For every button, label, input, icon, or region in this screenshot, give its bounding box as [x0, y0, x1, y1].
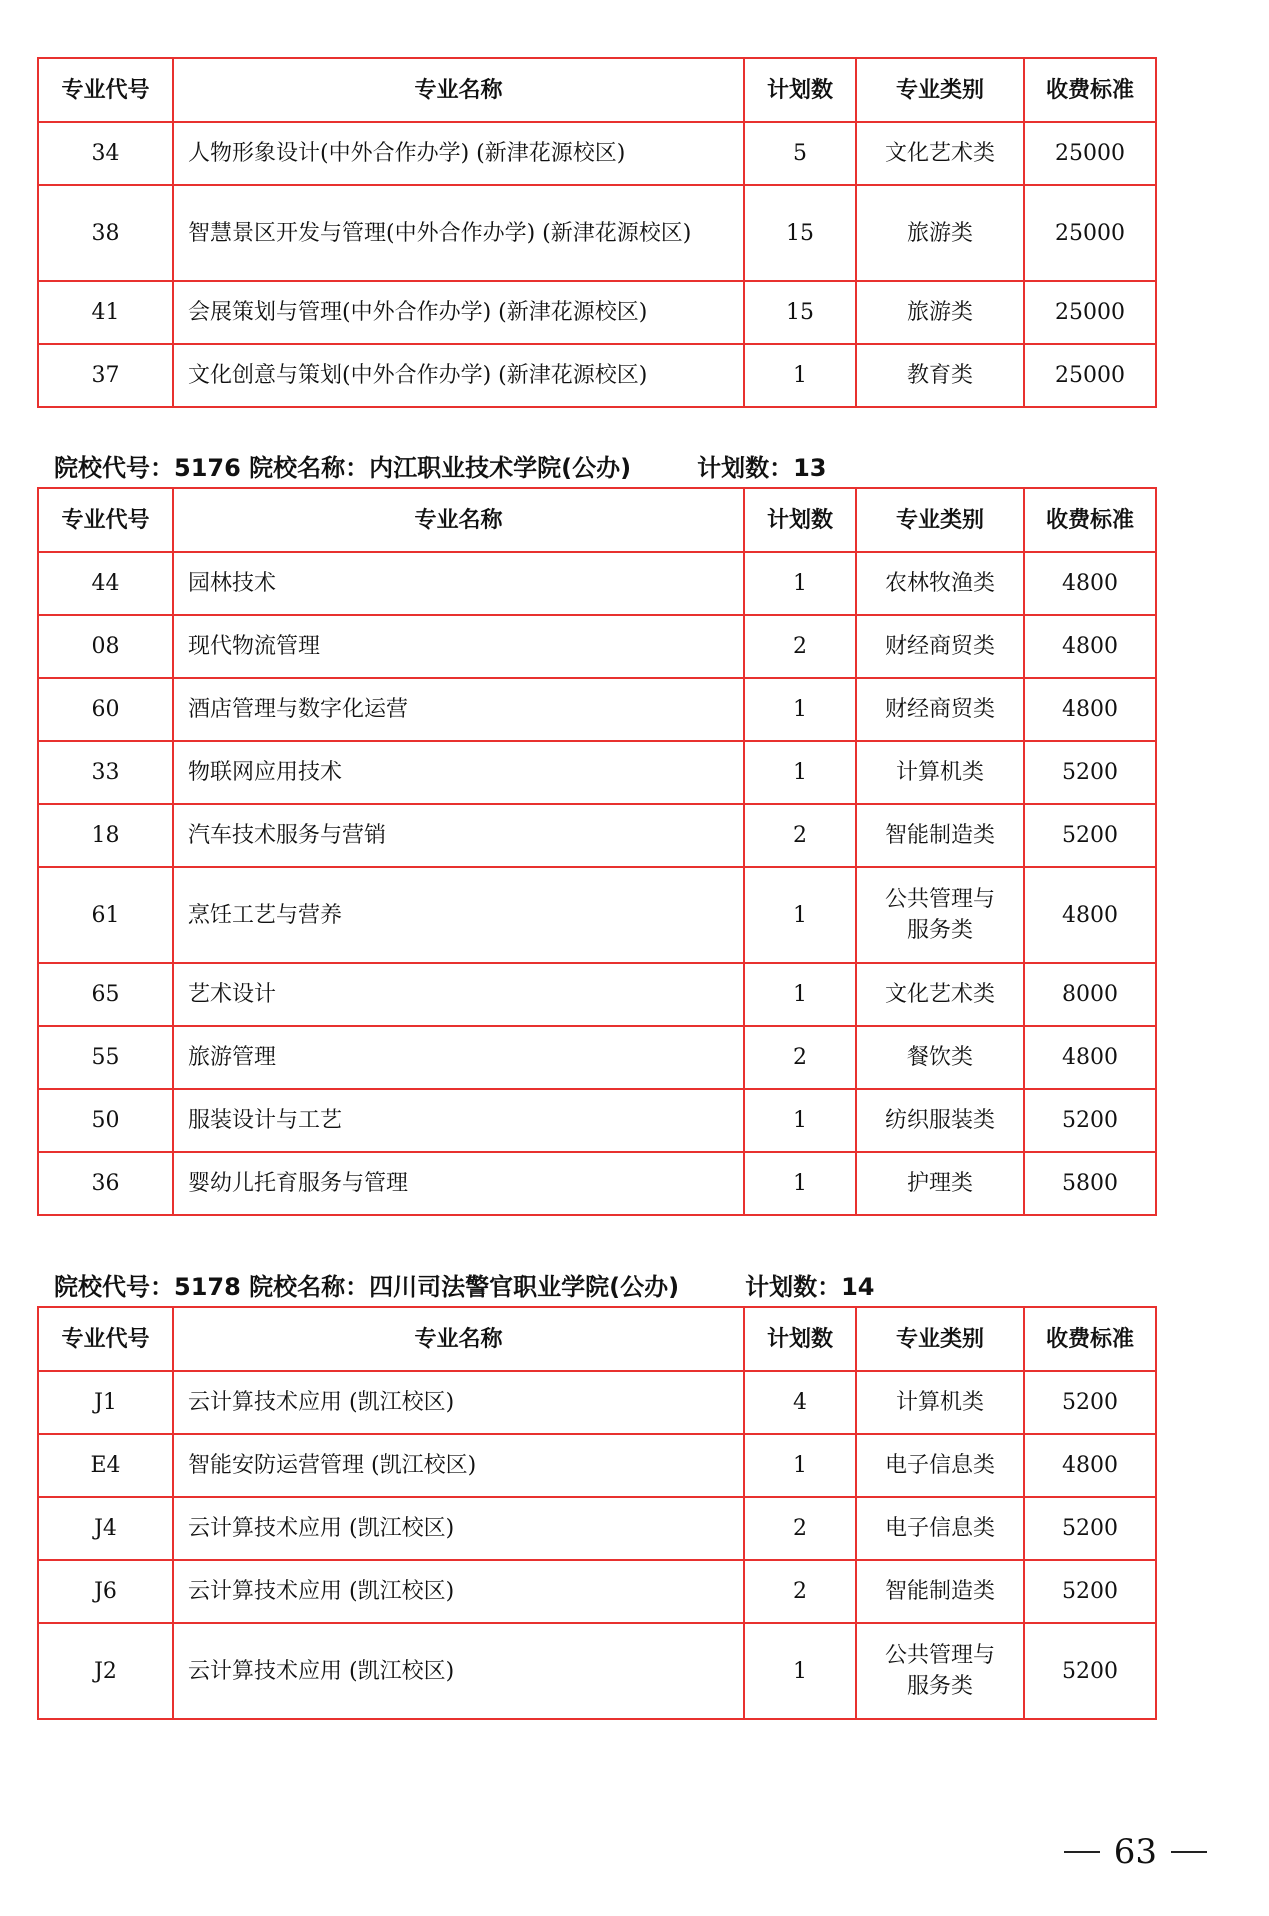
cell-category: 智能制造类 — [856, 1560, 1024, 1623]
plan-total-label: 计划数： — [745, 1273, 842, 1301]
table-row — [38, 344, 1156, 407]
cell-code: 37 — [38, 344, 173, 407]
cell-category: 公共管理与服务类 — [856, 867, 1024, 963]
cell-fee: 5200 — [1024, 741, 1156, 804]
cell-fee: 4800 — [1024, 678, 1156, 741]
cell-name: 智慧景区开发与管理(中外合作办学) (新津花源校区) — [173, 185, 744, 281]
school-name: 内江职业技术学院(公办) — [369, 454, 632, 482]
header-name: 专业名称 — [173, 1307, 744, 1371]
cell-fee: 25000 — [1024, 122, 1156, 185]
cell-plan: 1 — [744, 344, 856, 407]
header-code: 专业代号 — [38, 58, 173, 122]
cell-category: 公共管理与服务类 — [856, 1623, 1024, 1719]
school-name-label: 院校名称： — [249, 454, 370, 482]
cell-fee: 4800 — [1024, 552, 1156, 615]
header-fee: 收费标准 — [1024, 1307, 1156, 1371]
school-heading-5178 — [54, 1272, 875, 1302]
header-category: 专业类别 — [856, 488, 1024, 552]
plan-total-label: 计划数： — [697, 454, 794, 482]
cell-category: 文化艺术类 — [856, 122, 1024, 185]
cell-category: 餐饮类 — [856, 1026, 1024, 1089]
cell-name: 物联网应用技术 — [173, 741, 744, 804]
table-row — [38, 552, 1156, 615]
cell-plan: 2 — [744, 615, 856, 678]
cell-fee: 25000 — [1024, 281, 1156, 344]
header-code: 专业代号 — [38, 1307, 173, 1371]
cell-code: 08 — [38, 615, 173, 678]
cell-category: 财经商贸类 — [856, 678, 1024, 741]
cell-code: 18 — [38, 804, 173, 867]
cell-code: 38 — [38, 185, 173, 281]
school-code-label: 院校代号： — [54, 454, 174, 482]
cell-plan: 2 — [744, 1560, 856, 1623]
cell-code: J4 — [38, 1497, 173, 1560]
cell-name: 现代物流管理 — [173, 615, 744, 678]
cell-name: 会展策划与管理(中外合作办学) (新津花源校区) — [173, 281, 744, 344]
cell-category: 财经商贸类 — [856, 615, 1024, 678]
header-plan: 计划数 — [744, 488, 856, 552]
table-row — [38, 1089, 1156, 1152]
header-fee: 收费标准 — [1024, 58, 1156, 122]
cell-code: E4 — [38, 1434, 173, 1497]
cell-plan: 15 — [744, 281, 856, 344]
table-row — [38, 1434, 1156, 1497]
table-row — [38, 1371, 1156, 1434]
cell-code: J1 — [38, 1371, 173, 1434]
cell-plan: 1 — [744, 1623, 856, 1719]
header-fee: 收费标准 — [1024, 488, 1156, 552]
cell-fee: 4800 — [1024, 1434, 1156, 1497]
cell-fee: 5200 — [1024, 1623, 1156, 1719]
cell-fee: 25000 — [1024, 344, 1156, 407]
cell-plan: 1 — [744, 963, 856, 1026]
table-row — [38, 1560, 1156, 1623]
cell-fee: 4800 — [1024, 867, 1156, 963]
cell-fee: 5200 — [1024, 1497, 1156, 1560]
school-name: 四川司法警官职业学院(公办) — [369, 1273, 680, 1301]
table-row — [38, 1152, 1156, 1215]
cell-name: 旅游管理 — [173, 1026, 744, 1089]
cell-plan: 1 — [744, 678, 856, 741]
cell-category: 智能制造类 — [856, 804, 1024, 867]
table-header-row — [38, 58, 1156, 122]
header-category: 专业类别 — [856, 1307, 1024, 1371]
cell-fee: 4800 — [1024, 615, 1156, 678]
cell-plan: 15 — [744, 185, 856, 281]
table-row — [38, 867, 1156, 963]
header-plan: 计划数 — [744, 1307, 856, 1371]
header-name: 专业名称 — [173, 58, 744, 122]
plan-total: 14 — [841, 1273, 875, 1301]
cell-fee: 5200 — [1024, 1560, 1156, 1623]
table-row — [38, 615, 1156, 678]
cell-name: 婴幼儿托育服务与管理 — [173, 1152, 744, 1215]
cell-name: 人物形象设计(中外合作办学) (新津花源校区) — [173, 122, 744, 185]
cell-fee: 25000 — [1024, 185, 1156, 281]
table-row — [38, 185, 1156, 281]
school-name-label: 院校名称： — [249, 1273, 370, 1301]
cell-category: 计算机类 — [856, 741, 1024, 804]
cell-name: 云计算技术应用 (凯江校区) — [173, 1371, 744, 1434]
table-header-row — [38, 488, 1156, 552]
header-plan: 计划数 — [744, 58, 856, 122]
cell-code: 34 — [38, 122, 173, 185]
page-number — [1050, 1832, 1221, 1872]
page-number-value: 63 — [1113, 1832, 1157, 1872]
cell-category: 旅游类 — [856, 185, 1024, 281]
cell-name: 艺术设计 — [173, 963, 744, 1026]
page-number-dash-right — [1171, 1851, 1207, 1853]
school-heading-5176 — [54, 453, 827, 483]
cell-name: 智能安防运营管理 (凯江校区) — [173, 1434, 744, 1497]
cell-code: J2 — [38, 1623, 173, 1719]
cell-code: 61 — [38, 867, 173, 963]
cell-fee: 5800 — [1024, 1152, 1156, 1215]
cell-category: 护理类 — [856, 1152, 1024, 1215]
cell-category: 计算机类 — [856, 1371, 1024, 1434]
table-row — [38, 122, 1156, 185]
cell-name: 文化创意与策划(中外合作办学) (新津花源校区) — [173, 344, 744, 407]
section-1 — [37, 57, 1155, 408]
section-3 — [37, 1306, 1155, 1720]
table-row — [38, 741, 1156, 804]
cell-fee: 4800 — [1024, 1026, 1156, 1089]
page-number-dash-left — [1064, 1851, 1100, 1853]
cell-category: 电子信息类 — [856, 1497, 1024, 1560]
table-row — [38, 1497, 1156, 1560]
cell-category: 电子信息类 — [856, 1434, 1024, 1497]
cell-name: 汽车技术服务与营销 — [173, 804, 744, 867]
cell-code: 41 — [38, 281, 173, 344]
cell-fee: 5200 — [1024, 804, 1156, 867]
table-row — [38, 281, 1156, 344]
cell-category: 旅游类 — [856, 281, 1024, 344]
cell-code: 50 — [38, 1089, 173, 1152]
cell-plan: 1 — [744, 1434, 856, 1497]
cell-name: 酒店管理与数字化运营 — [173, 678, 744, 741]
enrollment-table-1 — [37, 57, 1157, 408]
cell-plan: 5 — [744, 122, 856, 185]
cell-name: 云计算技术应用 (凯江校区) — [173, 1560, 744, 1623]
header-code: 专业代号 — [38, 488, 173, 552]
cell-code: 55 — [38, 1026, 173, 1089]
table-row — [38, 1623, 1156, 1719]
school-code: 5176 — [174, 454, 241, 482]
school-code-label: 院校代号： — [54, 1273, 174, 1301]
school-code: 5178 — [174, 1273, 241, 1301]
cell-plan: 1 — [744, 552, 856, 615]
cell-name: 云计算技术应用 (凯江校区) — [173, 1497, 744, 1560]
table-header-row — [38, 1307, 1156, 1371]
section-2 — [37, 487, 1155, 1216]
table-row — [38, 963, 1156, 1026]
cell-fee: 5200 — [1024, 1371, 1156, 1434]
cell-category: 农林牧渔类 — [856, 552, 1024, 615]
cell-plan: 2 — [744, 1497, 856, 1560]
cell-plan: 4 — [744, 1371, 856, 1434]
cell-name: 云计算技术应用 (凯江校区) — [173, 1623, 744, 1719]
cell-name: 园林技术 — [173, 552, 744, 615]
cell-plan: 2 — [744, 1026, 856, 1089]
cell-category: 文化艺术类 — [856, 963, 1024, 1026]
cell-fee: 8000 — [1024, 963, 1156, 1026]
enrollment-table-2 — [37, 487, 1157, 1216]
cell-category: 纺织服装类 — [856, 1089, 1024, 1152]
enrollment-table-3 — [37, 1306, 1157, 1720]
cell-code: 44 — [38, 552, 173, 615]
cell-plan: 2 — [744, 804, 856, 867]
cell-code: 65 — [38, 963, 173, 1026]
header-name: 专业名称 — [173, 488, 744, 552]
table-row — [38, 678, 1156, 741]
cell-code: 33 — [38, 741, 173, 804]
cell-code: 36 — [38, 1152, 173, 1215]
table-row — [38, 804, 1156, 867]
cell-name: 烹饪工艺与营养 — [173, 867, 744, 963]
cell-code: J6 — [38, 1560, 173, 1623]
cell-plan: 1 — [744, 741, 856, 804]
cell-plan: 1 — [744, 1152, 856, 1215]
cell-plan: 1 — [744, 1089, 856, 1152]
cell-plan: 1 — [744, 867, 856, 963]
cell-name: 服装设计与工艺 — [173, 1089, 744, 1152]
cell-code: 60 — [38, 678, 173, 741]
header-category: 专业类别 — [856, 58, 1024, 122]
plan-total: 13 — [793, 454, 827, 482]
cell-category: 教育类 — [856, 344, 1024, 407]
cell-fee: 5200 — [1024, 1089, 1156, 1152]
table-row — [38, 1026, 1156, 1089]
